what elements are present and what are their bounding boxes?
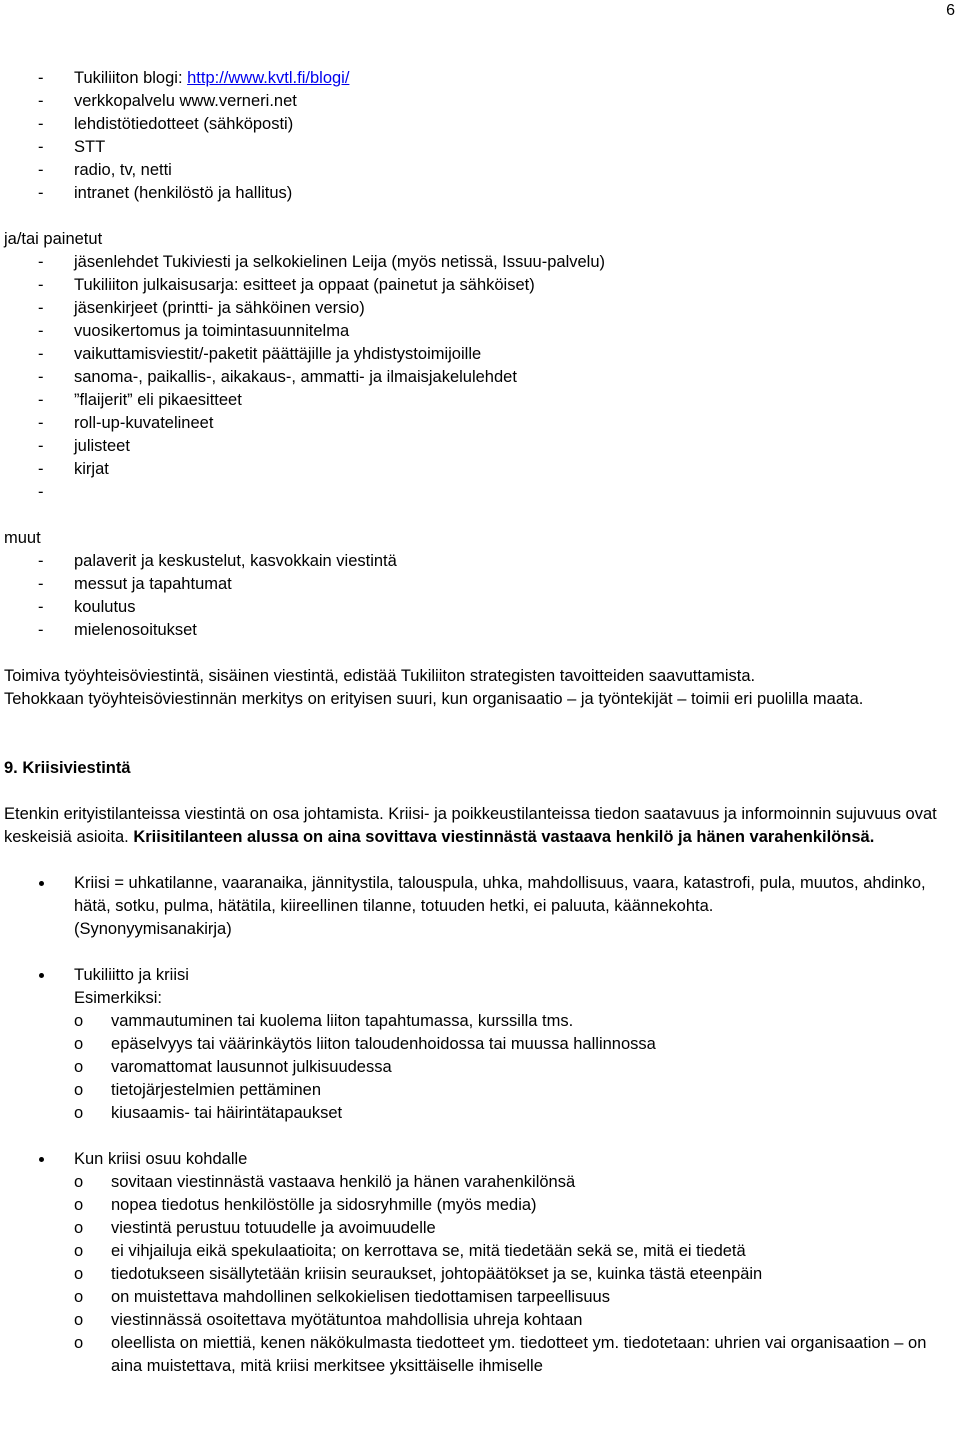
- dash-marker: -: [38, 345, 44, 363]
- printed-label: ja/tai painetut: [4, 230, 103, 248]
- spacer: [4, 642, 944, 665]
- list-item-text: lehdistötiedotteet (sähköposti): [74, 115, 294, 133]
- list-item-text: mielenosoitukset: [74, 621, 197, 639]
- sub-marker: o: [74, 1288, 84, 1306]
- list-item: [4, 596, 944, 619]
- list-item-text: sanoma-, paikallis-, aikakaus-, ammatti- ja ilmaisjakelulehdet: [74, 368, 517, 386]
- list-item: [4, 251, 944, 274]
- blog-prefix: Tukiliiton blogi:: [74, 69, 188, 87]
- dash-marker: -: [38, 552, 44, 570]
- dash-marker: -: [38, 161, 44, 179]
- list-item-text: jäsenkirjeet (printti- ja sähköinen versio): [74, 299, 365, 317]
- sub-marker: o: [74, 1219, 84, 1237]
- examples-list: [40, 1010, 944, 1125]
- examples-subtitle: Esimerkiksi:: [74, 989, 163, 1007]
- list-item: [40, 1332, 944, 1378]
- dash-marker: -: [38, 253, 44, 271]
- list-item-text: viestintä perustuu totuudelle ja avoimuudelle: [111, 1219, 436, 1237]
- list-item-text: varomattomat lausunnot julkisuudessa: [111, 1058, 392, 1076]
- bullet-icon: [39, 1157, 44, 1162]
- list-item: [40, 1263, 944, 1286]
- list-item-text: vaikuttamisviestit/-paketit päättäjille ja yhdistystoimijoille: [74, 345, 482, 363]
- dash-marker: -: [38, 368, 44, 386]
- list-item: [40, 1194, 944, 1217]
- list-item-text: vammautuminen tai kuolema liiton tapahtumassa, kurssilla tms.: [111, 1012, 574, 1030]
- sub-marker: o: [74, 1173, 84, 1191]
- list-item: [4, 113, 944, 136]
- sub-marker: o: [74, 1012, 84, 1030]
- list-item: [40, 1217, 944, 1240]
- list-item: [40, 1309, 944, 1332]
- spacer: [4, 734, 944, 757]
- list-item: [4, 182, 944, 205]
- other-label: muut: [4, 529, 41, 547]
- spacer: [4, 1125, 944, 1148]
- list-item: [4, 481, 944, 504]
- list-item: [40, 1102, 944, 1125]
- bullet-steps: [4, 1148, 944, 1171]
- list-item: [40, 1240, 944, 1263]
- list-item: [4, 366, 944, 389]
- bullet-icon: [39, 881, 44, 886]
- list-item-text: ”flaijerit” eli pikaesitteet: [74, 391, 242, 409]
- list-item: [4, 90, 944, 113]
- sub-marker: o: [74, 1334, 84, 1352]
- crisis-intro-bold: Kriisitilanteen alussa on aina sovittava viestinnästä vastaava henkilö ja hänen varahenkilönsä.: [133, 828, 875, 846]
- list-item: [40, 1286, 944, 1309]
- sub-marker: o: [74, 1035, 84, 1053]
- list-item-text: tietojärjestelmien pettäminen: [111, 1081, 322, 1099]
- list-item-text: messut ja tapahtumat: [74, 575, 232, 593]
- list-item-text: julisteet: [74, 437, 130, 455]
- list-item-text: intranet (henkilöstö ja hallitus): [74, 184, 293, 202]
- list-item-text: Tukiliiton julkaisusarja: esitteet ja oppaat (painetut ja sähköiset): [74, 276, 535, 294]
- steps-list: [40, 1171, 944, 1378]
- dash-marker: -: [38, 414, 44, 432]
- list-item: [40, 1079, 944, 1102]
- crisis-intro-paragraph: [4, 803, 944, 849]
- list-item-text: verkkopalvelu www.verneri.net: [74, 92, 297, 110]
- dash-marker: -: [38, 322, 44, 340]
- dash-marker: -: [38, 138, 44, 156]
- list-item-text: jäsenlehdet Tukiviesti ja selkokielinen Leija (myös netissä, Issuu-palvelu): [74, 253, 606, 271]
- steps-title: Kun kriisi osuu kohdalle: [74, 1150, 248, 1168]
- spacer: [4, 711, 944, 734]
- blog-link[interactable]: http://www.kvtl.fi/blogi/: [187, 69, 350, 87]
- sub-marker: o: [74, 1104, 84, 1122]
- document-body: [4, 67, 944, 1378]
- list-item: [4, 435, 944, 458]
- section-heading: 9. Kriisiviestintä: [4, 759, 131, 777]
- list-item-text: STT: [74, 138, 106, 156]
- list-item: [4, 458, 944, 481]
- list-item-text: koulutus: [74, 598, 136, 616]
- dash-marker: -: [38, 483, 44, 501]
- list-item-text: tiedotukseen sisällytetään kriisin seuraukset, johtopäätökset ja se, kuinka tästä eteenpäin: [111, 1265, 763, 1283]
- dash-marker: -: [38, 276, 44, 294]
- sub-marker: o: [74, 1311, 84, 1329]
- other-list: [4, 550, 944, 642]
- list-item: [4, 619, 944, 642]
- list-item: [4, 573, 944, 596]
- list-item-text: kirjat: [74, 460, 109, 478]
- list-item-text: oleellista on miettiä, kenen näkökulmasta tiedotteet ym. tiedotteet ym. tiedotetaan: uhrien vai organisaation – on aina muistettava, mitä kriisi merkitsee yksittäiselle ihmiselle: [111, 1334, 927, 1375]
- list-item-text: radio, tv, netti: [74, 161, 172, 179]
- printed-list: [4, 251, 944, 504]
- bullet-definition: [4, 872, 944, 941]
- sub-marker: o: [74, 1242, 84, 1260]
- list-item: [4, 412, 944, 435]
- summary-paragraph-2: Tehokkaan työyhteisöviestinnän merkitys on erityisen suuri, kun organisaatio – ja työntekijät – toimii eri puolilla maata.: [4, 690, 864, 708]
- page-number: 6: [946, 2, 955, 19]
- list-item: [4, 320, 944, 343]
- list-item: [40, 1010, 944, 1033]
- channels-list: [4, 67, 944, 205]
- list-item-text: kiusaamis- tai häirintätapaukset: [111, 1104, 343, 1122]
- list-item-text: palaverit ja keskustelut, kasvokkain viestintä: [74, 552, 397, 570]
- list-item-text: on muistettava mahdollinen selkokielisen tiedottamisen tarpeellisuus: [111, 1288, 610, 1306]
- dash-marker: -: [38, 598, 44, 616]
- sub-marker: o: [74, 1265, 84, 1283]
- list-item-text: viestinnässä osoitettava myötätuntoa mahdollisia uhreja kohtaan: [111, 1311, 583, 1329]
- list-item-text: ei vihjailuja eikä spekulaatioita; on kerrottava se, mitä tiedetään sekä se, mitä ei tiedetä: [111, 1242, 746, 1260]
- list-item: [4, 67, 944, 90]
- list-item: [4, 136, 944, 159]
- list-item-text: sovitaan viestinnästä vastaava henkilö ja hänen varahenkilönsä: [111, 1173, 576, 1191]
- summary-paragraph-1: Toimiva työyhteisöviestintä, sisäinen viestintä, edistää Tukiliiton strategisten tavoitteiden saavuttamista.: [4, 667, 756, 685]
- list-item: [40, 1033, 944, 1056]
- list-item: [4, 274, 944, 297]
- list-item: [4, 297, 944, 320]
- definition-text: Kriisi = uhkatilanne, vaaranaika, jännitystila, talouspula, uhka, mahdollisuus, vaara, katastrofi, pula, muutos, ahdinko, hätä, sotku, pulma, hätätila, kiireellinen tilanne, totuuden hetki, ei paluuta, käännekohta.: [74, 874, 926, 915]
- dash-marker: -: [38, 621, 44, 639]
- spacer: [4, 780, 944, 803]
- bullet-examples: [4, 964, 944, 1010]
- dash-marker: -: [38, 92, 44, 110]
- dash-marker: -: [38, 437, 44, 455]
- dash-marker: -: [38, 460, 44, 478]
- sub-marker: o: [74, 1081, 84, 1099]
- list-item-text: nopea tiedotus henkilöstölle ja sidosryhmille (myös media): [111, 1196, 537, 1214]
- dash-marker: -: [38, 184, 44, 202]
- bullet-icon: [39, 973, 44, 978]
- spacer: [4, 849, 944, 872]
- dash-marker: -: [38, 575, 44, 593]
- list-item-text: vuosikertomus ja toimintasuunnitelma: [74, 322, 350, 340]
- spacer: [4, 941, 944, 964]
- list-item: [4, 550, 944, 573]
- list-item-text: roll-up-kuvatelineet: [74, 414, 214, 432]
- definition-source: (Synonyymisanakirja): [74, 920, 232, 938]
- sub-marker: o: [74, 1058, 84, 1076]
- dash-marker: -: [38, 115, 44, 133]
- sub-marker: o: [74, 1196, 84, 1214]
- list-item: [40, 1171, 944, 1194]
- list-item: [40, 1056, 944, 1079]
- list-item: [4, 389, 944, 412]
- dash-marker: -: [38, 299, 44, 317]
- examples-title: Tukiliitto ja kriisi: [74, 966, 189, 984]
- list-item: [4, 159, 944, 182]
- list-item: [4, 343, 944, 366]
- crisis-intro-text: Etenkin erityistilanteissa viestintä on osa johtamista. Kriisi- ja poikkeustilanteissa tiedon saatavuus ja informoinnin sujuvuus ovat keskeisiä asioita.: [4, 805, 937, 846]
- list-item-text: epäselvyys tai väärinkäytös liiton taloudenhoidossa tai muussa hallinnossa: [111, 1035, 656, 1053]
- dash-marker: -: [38, 391, 44, 409]
- dash-marker: -: [38, 69, 44, 87]
